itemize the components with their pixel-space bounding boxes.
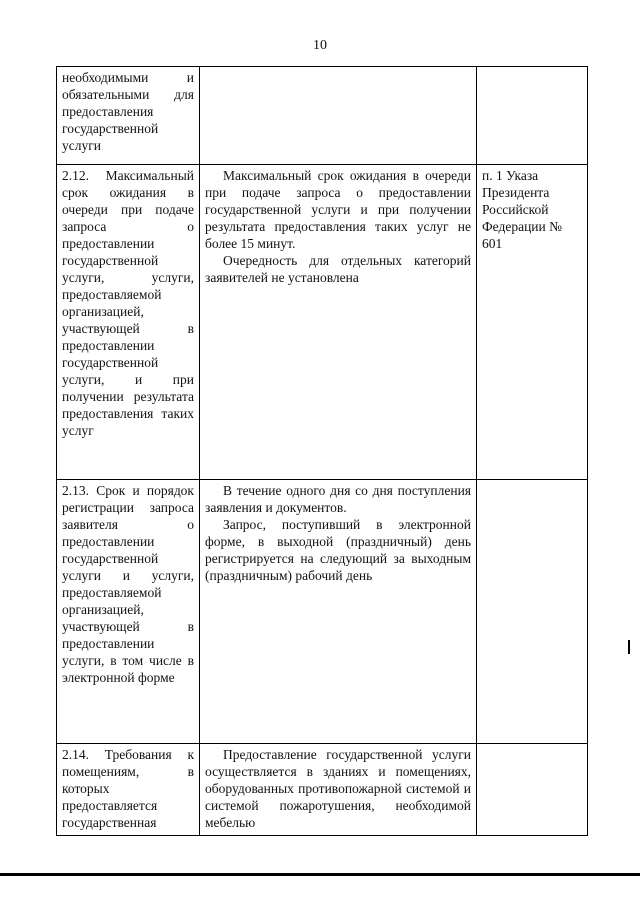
content-paragraph: В течение одного дня со дня поступления заявления и документов. [205,483,471,515]
legal-basis-cell [477,67,588,165]
content-cell [200,165,477,480]
legal-basis-cell [477,480,588,744]
bottom-rule [0,873,640,876]
regulation-table [56,66,588,836]
scan-mark [628,640,630,654]
requirement-cell [57,744,200,836]
legal-basis-cell [477,744,588,836]
table-row [57,744,588,836]
requirement-text: 2.14. Требования к помещениям, в которых предоставляется государственная [62,747,194,830]
content-paragraph: Очередность для отдельных категорий заявителей не установлена [205,253,471,285]
table-row [57,165,588,480]
requirement-text: 2.13. Срок и порядок регистрации запроса заявителя о предоставлении государственной услуги и услуги, предоставляемой организацией, участвующей в предоставлении услуги, в том числе в электронной форме [62,483,194,685]
legal-basis-text: п. 1 Указа Президента Российской Федерации № 601 [482,168,563,251]
requirement-text: необходимыми и обязательными для предоставления государственной услуги [62,70,194,153]
requirement-cell [57,67,200,165]
table-row [57,67,588,165]
requirement-cell [57,165,200,480]
page-number: 10 [313,38,327,53]
content-cell [200,744,477,836]
content-cell [200,480,477,744]
content-cell [200,67,477,165]
content-paragraph: Максимальный срок ожидания в очереди при подаче запроса о предоставлении государственной услуги и при получении результата предоставления таких услуг не более 15 минут. [205,168,471,251]
requirement-cell [57,480,200,744]
requirement-text: 2.12. Максимальный срок ожидания в очереди при подаче запроса о предоставлении государственной услуги, услуги, предоставляемой организацией, участвующей в предоставлении государственной услуги, и при получении результата предоставления таких услуг [62,168,194,438]
content-paragraph: Предоставление государственной услуги осуществляется в зданиях и помещениях, оборудованных противопожарной системой и системой пожаротушения, необходимой мебелью [205,747,471,830]
content-paragraph: Запрос, поступивший в электронной форме, в выходной (праздничный) день регистрируется на следующий за выходным (праздничным) рабочий день [205,517,471,583]
legal-basis-cell [477,165,588,480]
table-row [57,480,588,744]
